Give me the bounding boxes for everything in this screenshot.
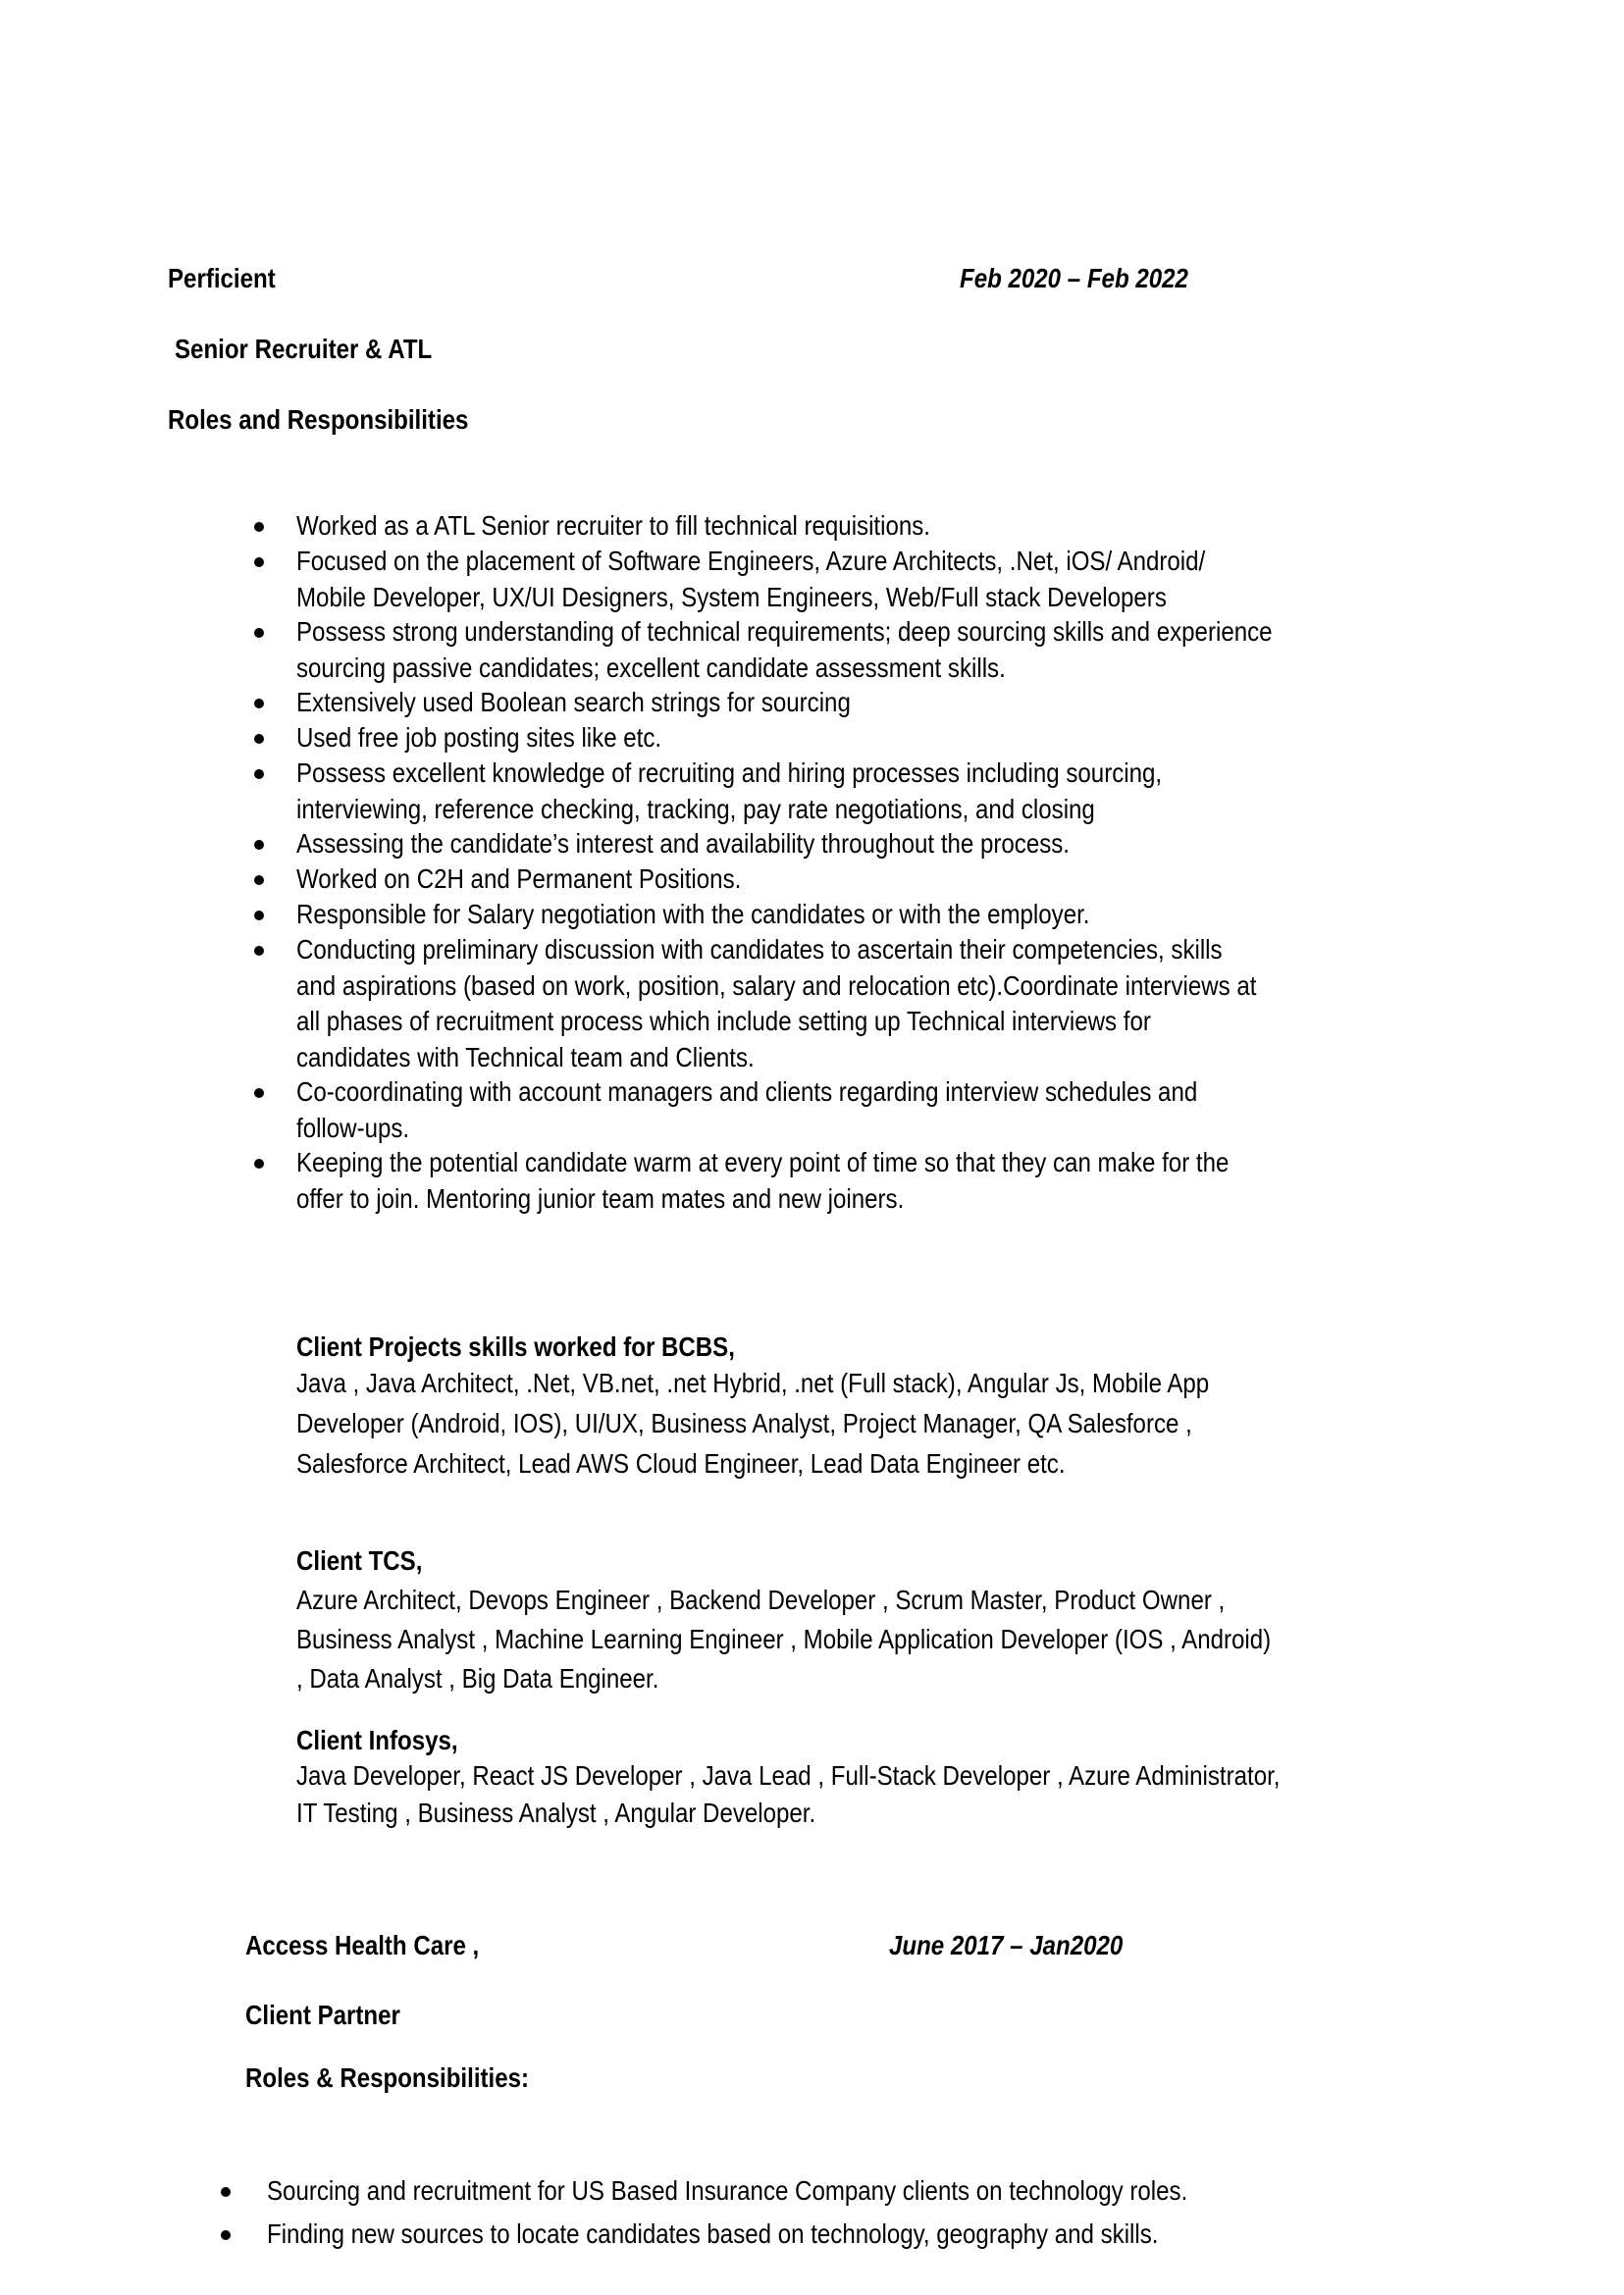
client-skills-line: Business Analyst , Machine Learning Engineer , Mobile Application Developer (IOS , Android) (296, 1624, 1272, 1654)
bullet-text: Worked on C2H and Permanent Positions. (296, 863, 742, 894)
bullet-text: Co-coordinating with account managers and clients regarding interview schedules and (296, 1076, 1198, 1107)
job1-dates: Feb 2020 – Feb 2022 (960, 263, 1188, 293)
bullet-text: Worked as a ATL Senior recruiter to fill technical requisitions. (296, 510, 930, 541)
client-skills-line: Java , Java Architect, .Net, VB.net, .net Hybrid, .net (Full stack), Angular Js, Mobile App (296, 1368, 1210, 1398)
bullet-text: Focused on the placement of Software Engineers, Azure Architects, .Net, iOS/ Android/ (296, 546, 1206, 576)
bullet-text: Mobile Developer, UX/UI Designers, System Engineers, Web/Full stack Developers (296, 581, 1167, 612)
client-heading: Client Projects skills worked for BCBS, (296, 1331, 735, 1362)
bullet-text: Assessing the candidate’s interest and availability throughout the process. (296, 828, 1070, 859)
bullet-text: offer to join. Mentoring junior team mates and new joiners. (296, 1182, 905, 1214)
job1-company: Perficient (168, 263, 276, 293)
client-skills-line: IT Testing , Business Analyst , Angular Developer. (296, 1798, 816, 1828)
job2-company: Access Health Care , (245, 1930, 480, 1960)
bullet-icon (254, 840, 264, 850)
bullet-text: Finding new sources to locate candidates based on technology, geography and skills. (267, 2218, 1159, 2249)
client-skills-line: Developer (Android, IOS), UI/UX, Business Analyst, Project Manager, QA Salesforce , (296, 1408, 1192, 1438)
bullet-icon (254, 769, 264, 779)
job2-dates: June 2017 – Jan2020 (889, 1930, 1124, 1960)
bullet-icon (254, 628, 264, 638)
bullet-icon (254, 522, 264, 532)
client-skills-line: Java Developer, React JS Developer , Java Lead , Full-Stack Developer , Azure Administrator, (296, 1760, 1281, 1791)
job2-roles-heading: Roles & Responsibilities: (245, 2062, 530, 2093)
job1-roles-heading: Roles and Responsibilities (168, 404, 469, 435)
bullet-text: Possess excellent knowledge of recruiting and hiring processes including sourcing, (296, 757, 1163, 788)
bullet-icon (254, 1088, 264, 1098)
client-skills-line: , Data Analyst , Big Data Engineer. (296, 1663, 659, 1694)
bullet-icon (254, 911, 264, 920)
bullet-icon (254, 699, 264, 708)
bullet-icon (254, 875, 264, 885)
bullet-text: Sourcing and recruitment for US Based Insurance Company clients on technology roles. (267, 2175, 1188, 2206)
bullet-text: Responsible for Salary negotiation with the candidates or with the employer. (296, 899, 1090, 929)
bullet-text: all phases of recruitment process which include setting up Technical interviews for (296, 1006, 1151, 1036)
client-heading: Client TCS, (296, 1545, 423, 1576)
bullet-text: Keeping the potential candidate warm at every point of time so that they can make for the (296, 1147, 1230, 1177)
bullet-text: candidates with Technical team and Clients. (296, 1041, 755, 1072)
bullet-text: Conducting preliminary discussion with candidates to ascertain their competencies, skills (296, 934, 1223, 965)
bullet-text: follow-ups. (296, 1112, 410, 1143)
bullet-icon (254, 1159, 264, 1169)
job2-title: Client Partner (245, 2000, 400, 2030)
bullet-text: sourcing passive candidates; excellent candidate assessment skills. (296, 652, 1006, 683)
bullet-icon (221, 2230, 231, 2240)
bullet-text: and aspirations (based on work, position, salary and relocation etc).Coordinate interviews at (296, 969, 1257, 1001)
job1-title: Senior Recruiter & ATL (175, 334, 433, 364)
bullet-text: Used free job posting sites like etc. (296, 722, 662, 753)
client-heading: Client Infosys, (296, 1725, 458, 1755)
bullet-text: Extensively used Boolean search strings for sourcing (296, 687, 851, 717)
bullet-icon (254, 946, 264, 956)
bullet-icon (221, 2187, 231, 2197)
client-skills-line: Azure Architect, Devops Engineer , Backend Developer , Scrum Master, Product Owner , (296, 1585, 1226, 1615)
bullet-icon (254, 557, 264, 567)
bullet-text: Possess strong understanding of technical requirements; deep sourcing skills and experience (296, 616, 1273, 647)
client-skills-line: Salesforce Architect, Lead AWS Cloud Engineer, Lead Data Engineer etc. (296, 1448, 1066, 1479)
bullet-text: interviewing, reference checking, tracking, pay rate negotiations, and closing (296, 793, 1095, 824)
bullet-icon (254, 734, 264, 744)
